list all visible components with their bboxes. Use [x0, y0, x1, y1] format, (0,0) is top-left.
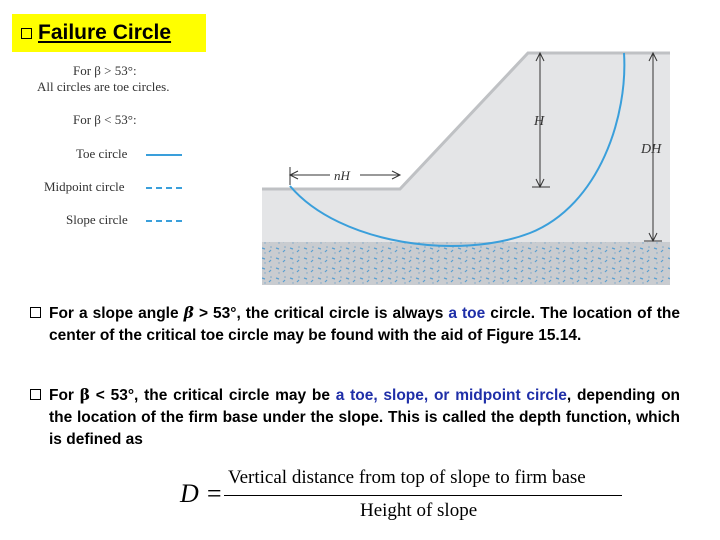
- legend-label-slope: Slope circle: [66, 212, 128, 227]
- formula-numerator: Vertical distance from top of slope to firm base: [228, 467, 586, 488]
- legend-note: All circles are toe circles.: [37, 79, 170, 94]
- legend: [0, 0, 200, 240]
- legend-label-midpoint: Midpoint circle: [44, 179, 125, 194]
- dh-label: DH: [641, 142, 662, 157]
- para2-text-e: , depending on the location of the firm base under the slope. This is called the depth function, which is defined as: [49, 387, 681, 448]
- para1-text-a: For a slope angle: [49, 305, 184, 322]
- para1-text-e: circle. The location of the center of the critical toe circle may be found with the aid of Figure 15.14.: [49, 305, 680, 344]
- h-label: H: [534, 114, 545, 129]
- depth-function-formula: [180, 465, 630, 525]
- slope-figure: [260, 45, 670, 285]
- slide-title: Failure Circle: [38, 21, 172, 44]
- legend-line-toe: [146, 154, 182, 156]
- checkbox-bullet-icon: [30, 389, 41, 400]
- formula-lhs: D =: [180, 479, 223, 508]
- nh-label: nH: [334, 168, 350, 183]
- legend-condition-2: For β < 53°:: [73, 112, 137, 127]
- legend-line-midpoint: [146, 187, 182, 189]
- paragraph-2: [30, 384, 680, 451]
- paragraph-1: [30, 302, 680, 347]
- para1-text-c: > 53°, the critical circle is always: [193, 305, 449, 322]
- checkbox-bullet-icon: [30, 307, 41, 318]
- fraction-bar: [224, 495, 622, 496]
- legend-condition-1: For β > 53°:: [73, 63, 137, 78]
- beta-symbol: β: [183, 303, 194, 322]
- legend-label-toe: Toe circle: [76, 146, 128, 161]
- firm-base: [262, 242, 670, 285]
- formula-denominator: Height of slope: [360, 500, 478, 521]
- beta-symbol: β: [79, 385, 91, 404]
- para2-text-c: < 53°, the critical circle may be: [90, 387, 336, 404]
- para1-highlight: a toe: [448, 305, 486, 322]
- para2-highlight: a toe, slope, or midpoint circle: [335, 387, 567, 404]
- legend-line-slope: [146, 220, 182, 222]
- para2-text-a: For: [49, 387, 80, 404]
